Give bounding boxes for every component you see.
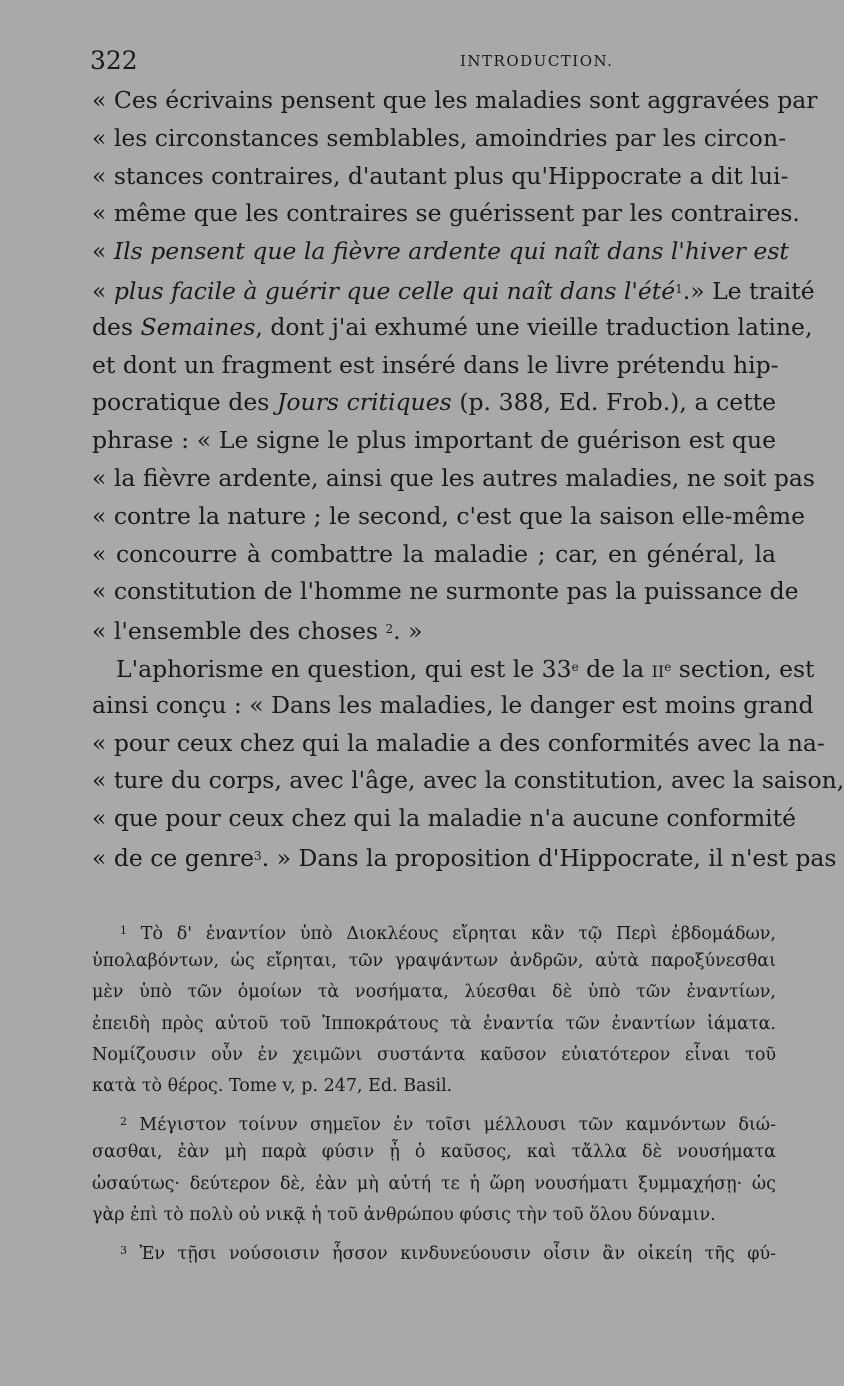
body-line [92,498,805,536]
body-line [92,611,776,649]
text-run: L'aphorisme en question, qui est le 33 [116,654,572,683]
text-run: , dont j'ai exhumé une vieille traduction latine, [255,312,813,341]
text-run: ὑπολαβόντων, ὡς εἴρηται, τῶν γραψάντων ἀνδρῶν, αὐτὰ παροξύνεσθαι [92,951,776,972]
text-run: ὡσαύτως· δεύτερον δὲ, ἐὰν μὴ αὐτή τε ἡ ὥρη νουσήματι ξυμμαχήσῃ· ὡς [92,1173,776,1194]
italic-text: Ils pensent que la fièvre ardente qui naît dans l'hiver est [113,237,789,266]
text-run: .» Le traité [682,276,815,305]
footnote-line [92,1009,776,1040]
text-run: « concourre à combattre la maladie ; car, en général, la [92,539,776,568]
text-run: « ture du corps, avec l'âge, avec la constitution, avec la saison, [92,766,844,795]
text-run: « pour ceux chez qui la maladie a des conformités avec la na- [92,728,825,757]
text-run: κατὰ τὸ θέρος. Tome v, p. 247, Ed. Basil. [92,1075,453,1096]
running-title: INTRODUCTION. [460,52,614,70]
text-run: « stances contraires, d'autant plus qu'Hippocrate a dit lui- [92,161,789,190]
body-line [92,762,844,800]
text-run: Ἐν τῇσι νούσοισιν ἧσσον κινδυνεύουσιν οἷσιν ἂν οἰκείη τῆς φύ- [127,1243,776,1264]
italic-text: Semaines [140,312,256,341]
text-run: σασθαι, ἐὰν μὴ παρὰ φύσιν ᾖ ὁ καῦσος, καὶ τἄλλα δὲ νουσήματα [92,1142,776,1163]
note-marker: 3 [254,848,262,863]
text-run: « Ces écrivains pensent que les maladies sont aggravées par [92,86,818,114]
footnote-line [92,1137,776,1168]
body-line [92,82,818,120]
body-line [92,233,789,271]
text-run: « [92,237,114,266]
note-marker: e [571,659,579,674]
text-run: et dont un fragment est inséré dans le livre prétendu hip- [92,350,779,379]
body-line [92,195,800,233]
footnote-line [92,1235,776,1266]
body-line [92,838,837,876]
footnote-line [92,1106,776,1137]
note-marker: 1 [675,281,683,296]
text-run: « l'ensemble des choses [92,617,386,646]
text-run: γὰρ ἐπὶ τὸ πολὺ οὐ νικᾷ ἡ τοῦ ἀνθρώπου φύσις τὴν τοῦ ὅλου δύναμιν. [92,1204,716,1225]
note-marker: 2 [385,622,394,637]
footnote-line [92,977,776,1008]
text-run: « contre la nature ; le second, c'est que la saison elle-même [92,501,805,530]
page-header [88,40,778,80]
body-line [92,649,815,687]
body-text [92,82,844,876]
text-run: phrase : « Le signe le plus important de guérison est que [92,426,776,455]
text-run: μὲν ὑπὸ τῶν ὁμοίων τὰ νοσήματα, λύεσθαι δὲ ὑπὸ τῶν ἐναντίων, [92,982,776,1003]
note-marker: 3 [120,1243,127,1257]
footnote-line [92,915,776,946]
text-run: ἐπειδὴ πρὸς αὐτοῦ τοῦ Ἱπποκράτους τὰ ἐναντία τῶν ἐναντίων ἰάματα. [92,1013,776,1034]
text-run: Νομίζουσιν οὖν ἐν χειμῶνι συστάντα καῦσον εὐιατότερον εἶναι τοῦ [92,1044,776,1065]
body-line [92,384,776,422]
text-run: de la [578,654,652,683]
roman-numeral: ii [651,654,665,683]
text-run: « de ce genre [92,843,255,872]
footnote-line [92,1071,776,1102]
text-run: Μέγιστον τοίνυν σημεῖον ἐν τοῖσι μέλλουσι τῶν καμνόντων διώ- [127,1115,776,1136]
text-run: « même que les contraires se guérissent par les contraires. [92,199,800,228]
footnotes [92,915,776,1266]
text-run: . » Dans la proposition d'Hippocrate, il n'est pas [261,843,837,872]
page-number: 322 [90,46,138,75]
body-line [92,347,779,385]
footnote-line [92,1169,776,1200]
body-line [92,158,789,196]
text-run: « les circonstances semblables, amoindries par les circon- [92,123,787,152]
body-line [92,120,787,158]
body-line [92,422,776,460]
body-line [92,460,815,498]
text-run: ainsi conçu : « Dans les maladies, le danger est moins grand [92,690,814,719]
text-run: pocratique des [92,388,277,417]
body-line [92,800,797,838]
text-run: « constitution de l'homme ne surmonte pas la puissance de [92,577,799,606]
text-run: (p. 388, Ed. Frob.), a cette [451,388,777,417]
text-run: Τὸ δ' ἐναντίον ὑπὸ Διοκλέους εἴρηται κἂν τῷ Περὶ ἑβδομάδων, [127,924,776,944]
text-run: « que pour ceux chez qui la maladie n'a aucune conformité [92,804,797,833]
footnote-line [92,1040,776,1071]
text-run: des [92,312,141,341]
note-marker: e [664,659,672,674]
text-run: « [92,276,114,305]
body-line [92,271,815,309]
text-run: . » [393,617,423,646]
footnote-line [92,1200,776,1231]
body-line [92,536,776,574]
body-line [92,309,813,347]
body-line [92,687,814,725]
footnote-line [92,946,776,977]
note-marker: 1 [120,924,127,937]
body-line [92,573,799,611]
body-line [92,725,825,763]
italic-text: Jours critiques [276,388,452,417]
note-marker: 2 [120,1115,127,1129]
text-run: section, est [671,654,815,683]
italic-text: plus facile à guérir que celle qui naît dans l'été [113,276,676,305]
text-run: « la fièvre ardente, ainsi que les autres maladies, ne soit pas [92,463,815,492]
